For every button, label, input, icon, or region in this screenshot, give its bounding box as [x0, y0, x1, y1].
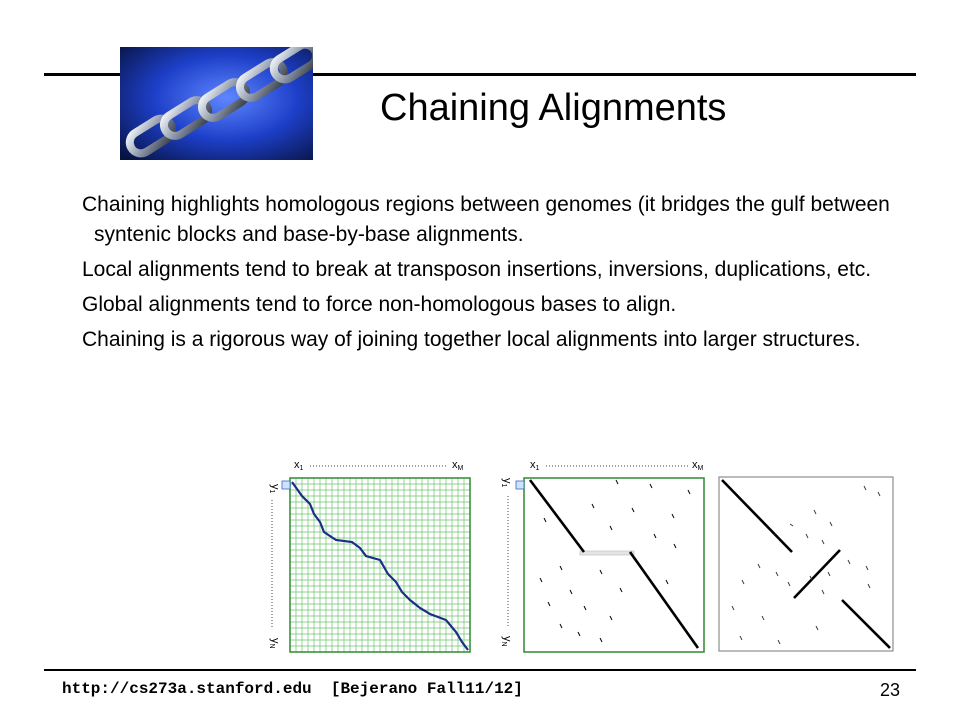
svg-text:x1: x1	[294, 459, 304, 472]
chain-image	[120, 47, 313, 160]
alignment-grid	[290, 478, 470, 652]
svg-text:y1: y1	[268, 484, 281, 494]
bullet-item: Chaining highlights homologous regions between genomes (it bridges the gulf between syntenic blocks and base-by-base alignments.	[82, 193, 890, 246]
chained-alignment-figure	[718, 476, 896, 659]
svg-text:yN: yN	[500, 636, 513, 647]
page-number: 23	[880, 680, 901, 700]
y-axis-start-label: y	[269, 484, 281, 490]
bottom-rule	[44, 669, 916, 671]
bullet-item: Local alignments tend to break at transposon insertions, inversions, duplications, etc.	[82, 258, 872, 281]
y-axis-start-label: y	[501, 478, 513, 484]
x-axis-end-label: x	[452, 459, 458, 471]
local-alignment-figure	[500, 456, 710, 661]
x-axis-start-label: x	[294, 459, 300, 471]
footer-url: http://cs273a.stanford.edu [Bejerano Fall11/12]	[62, 680, 523, 698]
bullet-item: Chaining is a rigorous way of joining together local alignments into larger structures.	[82, 328, 861, 351]
slide-title: Chaining Alignments	[380, 87, 727, 129]
svg-text:xM: xM	[692, 459, 704, 472]
y-axis-end-label: y	[501, 636, 513, 642]
x-axis-end-label: x	[692, 459, 698, 471]
y-axis-end-label: y	[269, 638, 281, 644]
grid-alignment-figure	[262, 456, 476, 661]
corner-marker	[516, 481, 524, 489]
bullet-item: Global alignments tend to force non-homologous bases to align.	[82, 293, 677, 316]
x-axis-start-label: x	[530, 459, 536, 471]
bullet-list	[82, 190, 922, 360]
gap-bridge	[580, 551, 634, 555]
svg-text:yN: yN	[268, 638, 281, 649]
svg-text:xM: xM	[452, 459, 464, 472]
svg-text:x1: x1	[530, 459, 540, 472]
corner-marker	[282, 481, 290, 489]
svg-text:y1: y1	[500, 478, 513, 488]
